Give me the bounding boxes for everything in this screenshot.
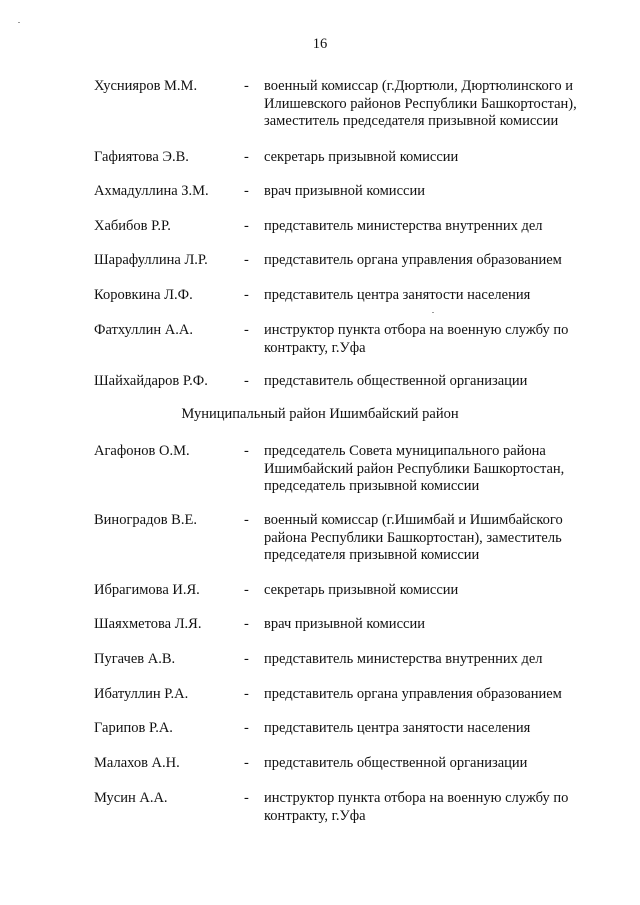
member-dash: - — [244, 651, 249, 667]
member-row — [94, 373, 614, 391]
member-row — [94, 790, 614, 825]
member-name: Ахмадуллина З.М. — [94, 183, 209, 199]
member-dash: - — [244, 443, 249, 459]
member-name: Шарафуллина Л.Р. — [94, 252, 208, 268]
member-dash: - — [244, 218, 249, 234]
member-row — [94, 651, 614, 669]
member-row — [94, 512, 614, 565]
member-dash: - — [244, 78, 249, 94]
member-name: Гарипов Р.А. — [94, 720, 173, 736]
member-role: представитель общественной организации — [264, 373, 528, 389]
member-role: военный комиссар (г.Дюртюли, Дюртюлинского и Илишевского районов Республики Башкортостан), заместитель председателя призывной комиссии — [264, 78, 577, 129]
member-role: представитель центра занятости населения — [264, 720, 531, 736]
member-row — [94, 252, 614, 270]
member-dash: - — [244, 322, 249, 338]
member-row — [94, 183, 614, 201]
page-number: 16 — [312, 36, 328, 52]
member-name: Мусин А.А. — [94, 790, 168, 806]
member-name: Шайхайдаров Р.Ф. — [94, 373, 208, 389]
member-name: Шаяхметова Л.Я. — [94, 616, 202, 632]
scan-speck — [432, 312, 434, 313]
member-dash: - — [244, 373, 249, 389]
member-name: Хуснияров М.М. — [94, 78, 198, 94]
member-name: Агафонов О.М. — [94, 443, 190, 459]
member-role: представитель министерства внутренних дел — [264, 651, 543, 667]
member-name: Фатхуллин А.А. — [94, 322, 193, 338]
member-role: представитель органа управления образованием — [264, 686, 562, 702]
member-role: врач призывной комиссии — [264, 616, 425, 632]
member-row — [94, 582, 614, 600]
member-name: Гафиятова Э.В. — [94, 149, 189, 165]
scan-speck — [18, 22, 20, 23]
member-dash: - — [244, 686, 249, 702]
member-row — [94, 686, 614, 704]
member-dash: - — [244, 755, 249, 771]
member-name: Хабибов Р.Р. — [94, 218, 171, 234]
member-name: Виноградов В.Е. — [94, 512, 197, 528]
member-role: представитель центра занятости населения — [264, 287, 531, 303]
member-role: секретарь призывной комиссии — [264, 582, 459, 598]
member-dash: - — [244, 512, 249, 528]
member-role: военный комиссар (г.Ишимбай и Ишимбайского района Республики Башкортостан), заместитель председателя призывной комиссии — [264, 512, 563, 563]
member-dash: - — [244, 252, 249, 268]
member-role: представитель министерства внутренних дел — [264, 218, 543, 234]
member-name: Ибатуллин Р.А. — [94, 686, 189, 702]
member-role: представитель органа управления образованием — [264, 252, 562, 268]
member-role: представитель общественной организации — [264, 755, 528, 771]
member-name: Ибрагимова И.Я. — [94, 582, 200, 598]
member-dash: - — [244, 183, 249, 199]
member-role: секретарь призывной комиссии — [264, 149, 459, 165]
member-dash: - — [244, 149, 249, 165]
member-dash: - — [244, 582, 249, 598]
member-row — [94, 616, 614, 634]
member-row — [94, 78, 614, 131]
member-role: инструктор пункта отбора на военную службу по контракту, г.Уфа — [264, 322, 569, 356]
member-name: Пугачев А.В. — [94, 651, 176, 667]
member-name: Коровкина Л.Ф. — [94, 287, 193, 303]
member-dash: - — [244, 287, 249, 303]
member-name: Малахов А.Н. — [94, 755, 180, 771]
member-role: председатель Совета муниципального района Ишимбайский район Республики Башкортостан, председатель призывной комиссии — [264, 443, 565, 494]
member-role: врач призывной комиссии — [264, 183, 425, 199]
member-row — [94, 149, 614, 167]
member-dash: - — [244, 720, 249, 736]
member-dash: - — [244, 616, 249, 632]
member-row — [94, 755, 614, 773]
member-row — [94, 287, 614, 305]
member-row — [94, 443, 614, 496]
member-dash: - — [244, 790, 249, 806]
member-role: инструктор пункта отбора на военную службу по контракту, г.Уфа — [264, 790, 569, 824]
member-row — [94, 322, 614, 357]
member-row — [94, 720, 614, 738]
section-title: Муниципальный район Ишимбайский район — [181, 406, 459, 422]
member-row — [94, 218, 614, 236]
